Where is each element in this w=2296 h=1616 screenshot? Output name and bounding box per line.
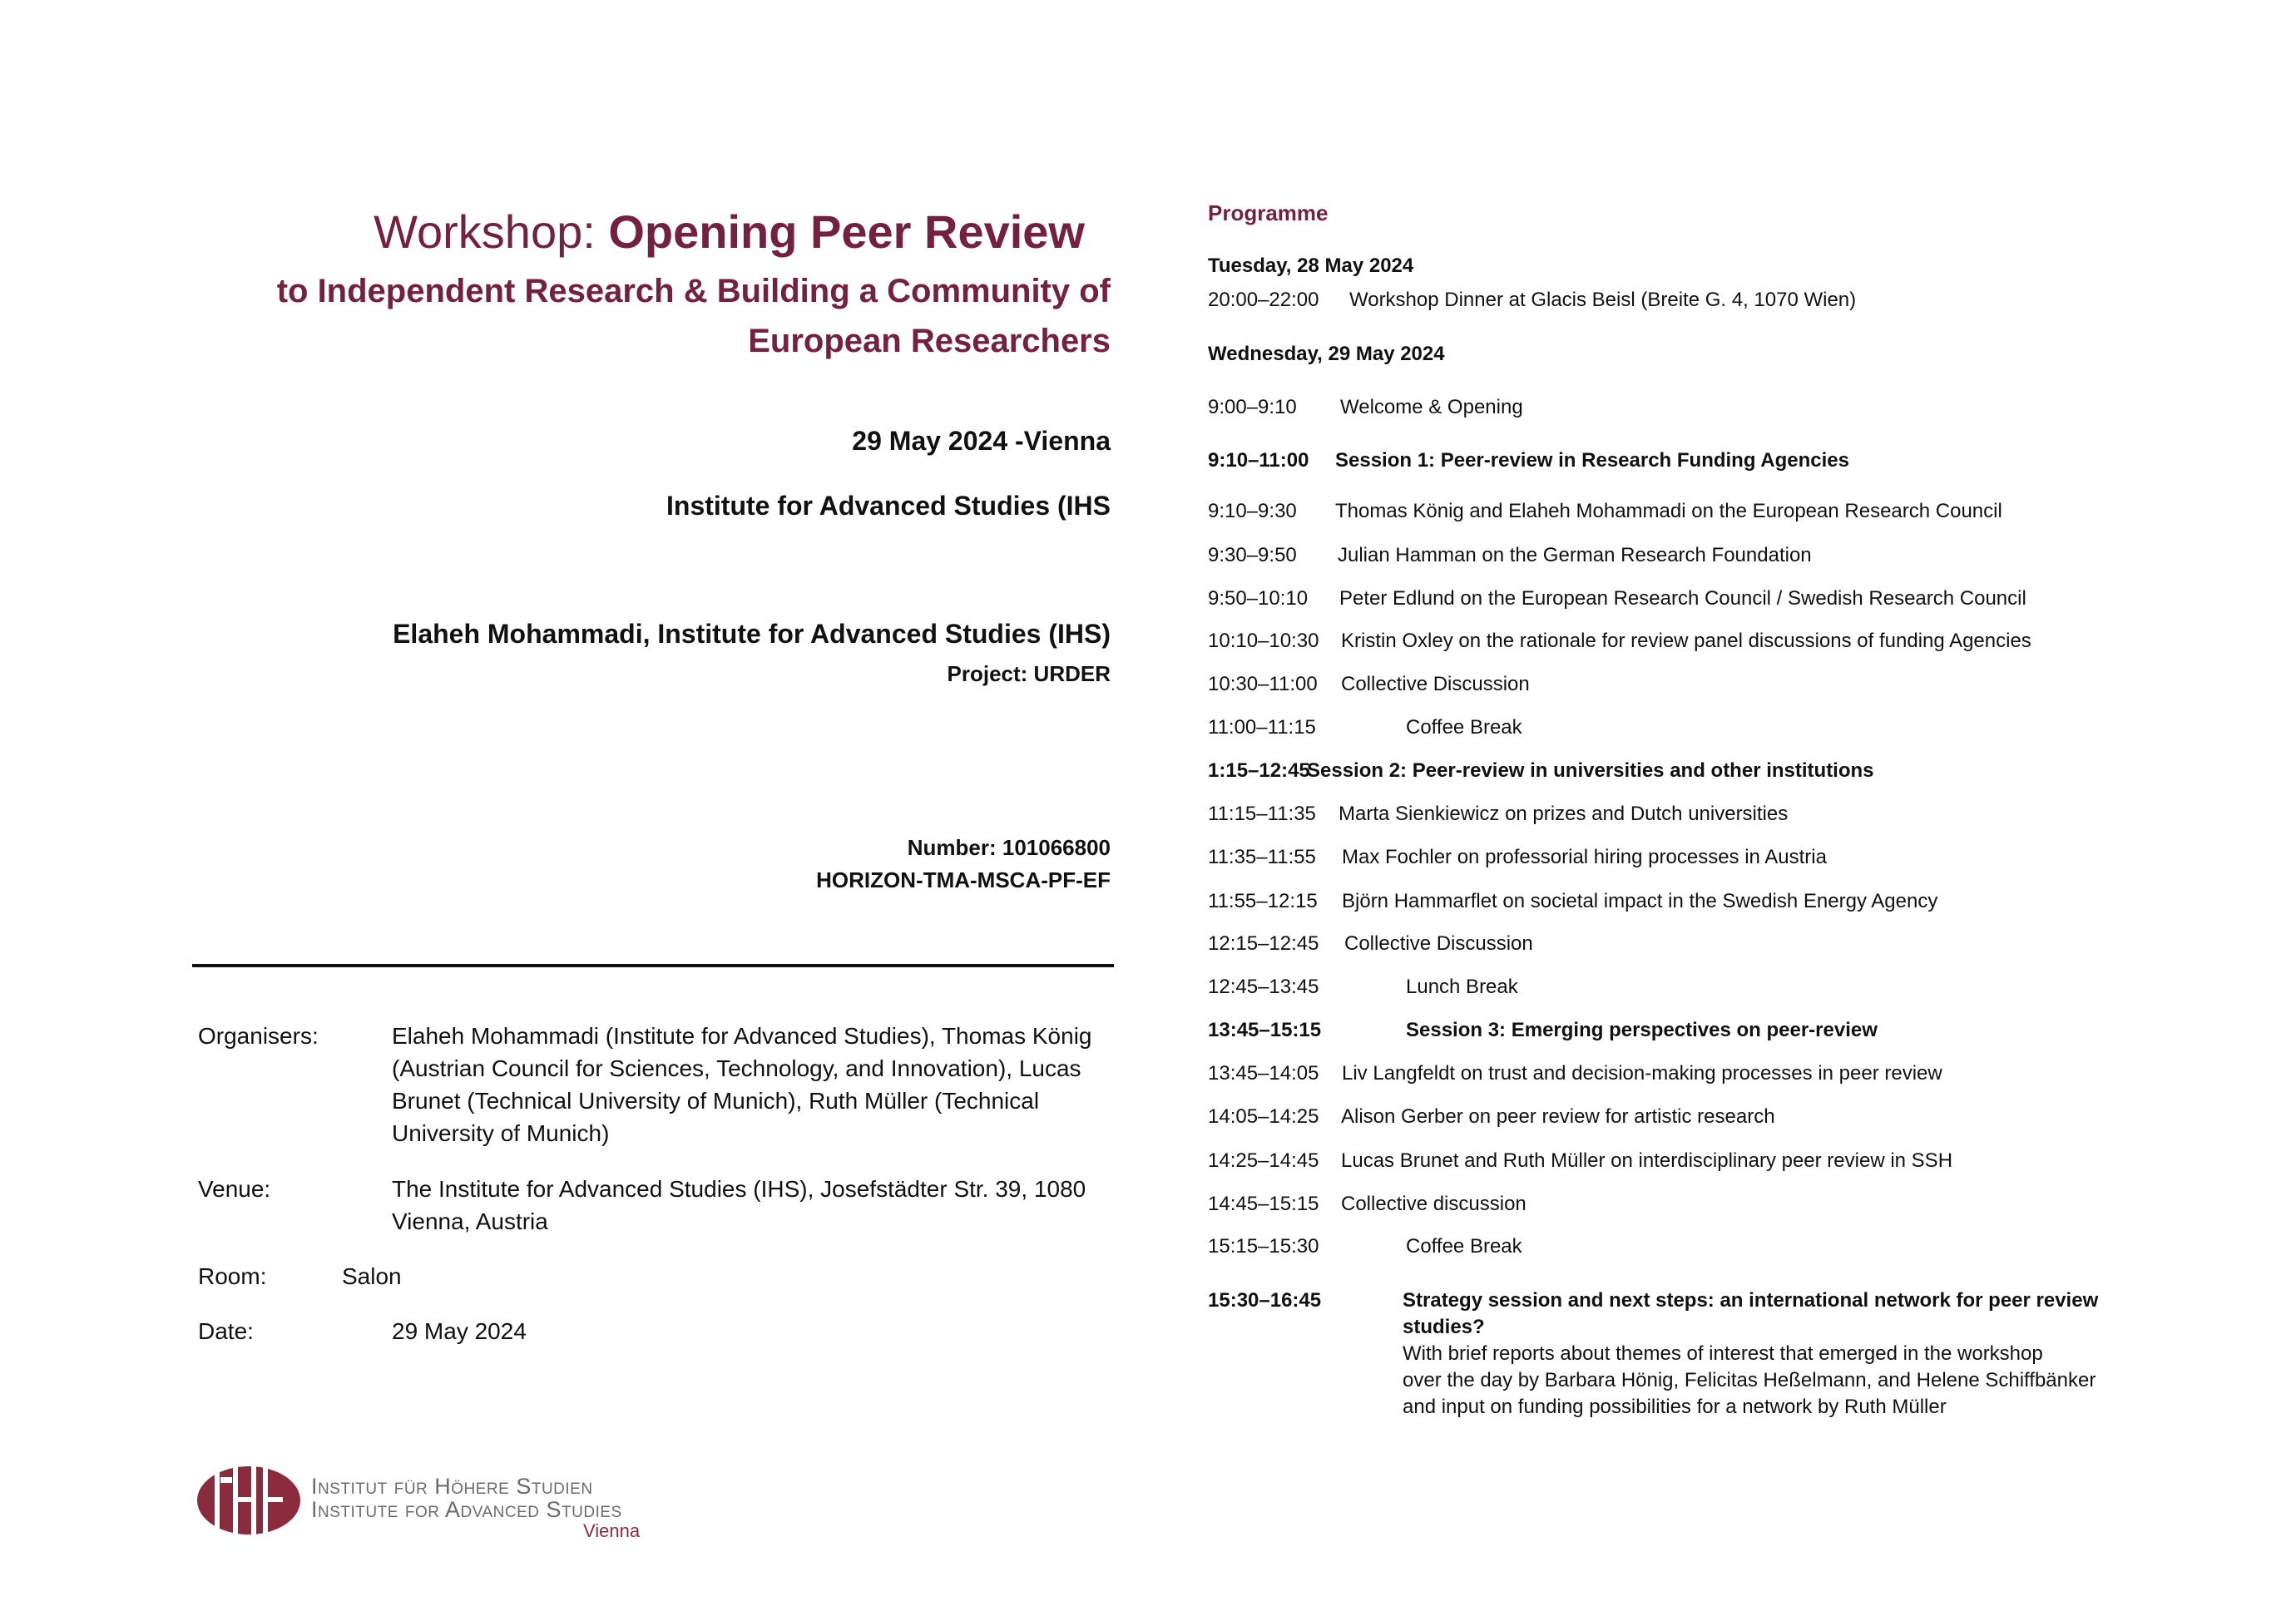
row-time: 9:00–9:10	[1208, 396, 1297, 418]
day-heading-wednesday: Wednesday, 29 May 2024	[1208, 343, 1445, 365]
date-value: 29 May 2024	[392, 1318, 527, 1344]
row-text: Björn Hammarflet on societal impact in the Swedish Energy Agency	[1342, 890, 1938, 912]
session-time: 1:15–12:45	[1208, 759, 1310, 782]
logo-line-en: Institute for Advanced Studies	[311, 1497, 622, 1522]
organisers-line: University of Munich)	[392, 1120, 610, 1146]
venue-line: Vienna, Austria	[392, 1208, 548, 1234]
venue-line: The Institute for Advanced Studies (IHS), Josefstädter Str. 39, 1080	[392, 1176, 1086, 1202]
row-text: Kristin Oxley on the rationale for review panel discussions of funding Agencies	[1341, 630, 2031, 652]
row-text: Welcome & Opening	[1340, 396, 1523, 418]
row-time: 14:45–15:15	[1208, 1193, 1319, 1215]
row-time: 12:15–12:45	[1208, 932, 1319, 955]
row-text: Peter Edlund on the European Research Council / Swedish Research Council	[1339, 587, 2026, 610]
break-text: Lunch Break	[1406, 976, 1518, 998]
session-desc-line: over the day by Barbara Hönig, Felicitas Heßelmann, and Helene Schiffbänker	[1403, 1369, 2096, 1391]
row-text: Collective Discussion	[1341, 673, 1530, 695]
row-time: 11:00–11:15	[1208, 716, 1316, 739]
row-text: Liv Langfeldt on trust and decision-making processes in peer review	[1342, 1062, 1942, 1085]
row-text: Max Fochler on professorial hiring processes in Austria	[1342, 846, 1827, 868]
project-name: Project: URDER	[947, 661, 1111, 686]
session-title: Session 3: Emerging perspectives on peer-review	[1406, 1019, 1878, 1041]
session-title: Session 1: Peer-review in Research Funding Agencies	[1335, 449, 1849, 472]
day-heading-tuesday: Tuesday, 28 May 2024	[1208, 255, 1414, 277]
row-time: 14:25–14:45	[1208, 1149, 1319, 1172]
row-time: 13:45–14:05	[1208, 1062, 1319, 1085]
session-title-cont: studies?	[1403, 1316, 1485, 1338]
session-desc-line: and input on funding possibilities for a network by Ruth Müller	[1403, 1396, 1947, 1418]
row-text: Collective discussion	[1341, 1193, 1527, 1215]
row-text: Workshop Dinner at Glacis Beisl (Breite G. 4, 1070 Wien)	[1349, 289, 1857, 311]
session-time: 13:45–15:15	[1208, 1019, 1322, 1041]
row-text: Alison Gerber on peer review for artistic research	[1341, 1105, 1775, 1128]
session-title: Session 2: Peer-review in universities and other institutions	[1307, 759, 1874, 782]
logo-line-de: Institut für Höhere Studien	[311, 1474, 593, 1499]
logo-line-vienna: Vienna	[583, 1520, 641, 1541]
row-time: 9:10–9:30	[1208, 500, 1297, 522]
break-text: Coffee Break	[1406, 1235, 1522, 1258]
row-time: 9:30–9:50	[1208, 544, 1297, 566]
title-main: Opening Peer Review	[608, 205, 1085, 258]
session-title: Strategy session and next steps: an international network for peer review	[1403, 1289, 2099, 1312]
organisers-value	[392, 1020, 1116, 1149]
grant-number: Number: 101066800	[907, 835, 1111, 860]
title-prefix: Workshop:	[374, 205, 609, 258]
row-time: 11:15–11:35	[1208, 803, 1316, 825]
row-time: 11:55–12:15	[1208, 890, 1318, 912]
subtitle-line-2: European Researchers	[748, 323, 1111, 359]
organisers-line: Elaheh Mohammadi (Institute for Advanced Studies), Thomas König	[392, 1023, 1092, 1049]
subtitle-line-1: to Independent Research & Building a Community of	[276, 273, 1111, 309]
row-time: 12:45–13:45	[1208, 976, 1319, 998]
session-desc-line: With brief reports about themes of interest that emerged in the workshop	[1403, 1342, 2043, 1365]
date-place: 29 May 2024 -Vienna	[852, 426, 1111, 456]
venue-label: Venue:	[198, 1176, 271, 1202]
row-time: 9:50–10:10	[1208, 587, 1309, 610]
row-time: 11:35–11:55	[1208, 846, 1316, 868]
row-time: 10:30–11:00	[1208, 673, 1318, 695]
row-text: Collective Discussion	[1344, 932, 1533, 955]
break-text: Coffee Break	[1406, 716, 1522, 739]
ihs-logo-mark-icon	[196, 1465, 301, 1535]
row-time: 20:00–22:00	[1208, 289, 1319, 311]
row-time: 10:10–10:30	[1208, 630, 1319, 652]
row-text: Lucas Brunet and Ruth Müller on interdisciplinary peer review in SSH	[1341, 1149, 1953, 1172]
row-text: Julian Hamman on the German Research Foundation	[1338, 544, 1812, 566]
organisers-line: (Austrian Council for Sciences, Technology, and Innovation), Lucas	[392, 1055, 1081, 1081]
programme-heading: Programme	[1208, 200, 1329, 225]
author-affiliation: Elaheh Mohammadi, Institute for Advanced Studies (IHS)	[393, 619, 1111, 649]
organisers-line: Brunet (Technical University of Munich), Ruth Müller (Technical	[392, 1088, 1040, 1114]
organisers-label: Organisers:	[198, 1023, 319, 1049]
workshop-title	[374, 203, 1085, 261]
institute-name: Institute for Advanced Studies (IHS	[666, 491, 1111, 521]
row-time: 14:05–14:25	[1208, 1105, 1319, 1128]
row-text: Thomas König and Elaheh Mohammadi on the European Research Council	[1335, 500, 2002, 522]
venue-value	[392, 1173, 1116, 1238]
row-text: Marta Sienkiewicz on prizes and Dutch universities	[1339, 803, 1789, 825]
room-label: Room:	[198, 1263, 267, 1289]
date-label: Date:	[198, 1318, 254, 1344]
divider	[192, 964, 1114, 967]
row-time: 15:15–15:30	[1208, 1235, 1319, 1258]
grant-programme: HORIZON-TMA-MSCA-PF-EF	[816, 867, 1111, 892]
session-time: 15:30–16:45	[1208, 1289, 1322, 1312]
room-value: Salon	[342, 1263, 402, 1289]
session-time: 9:10–11:00	[1208, 449, 1309, 472]
